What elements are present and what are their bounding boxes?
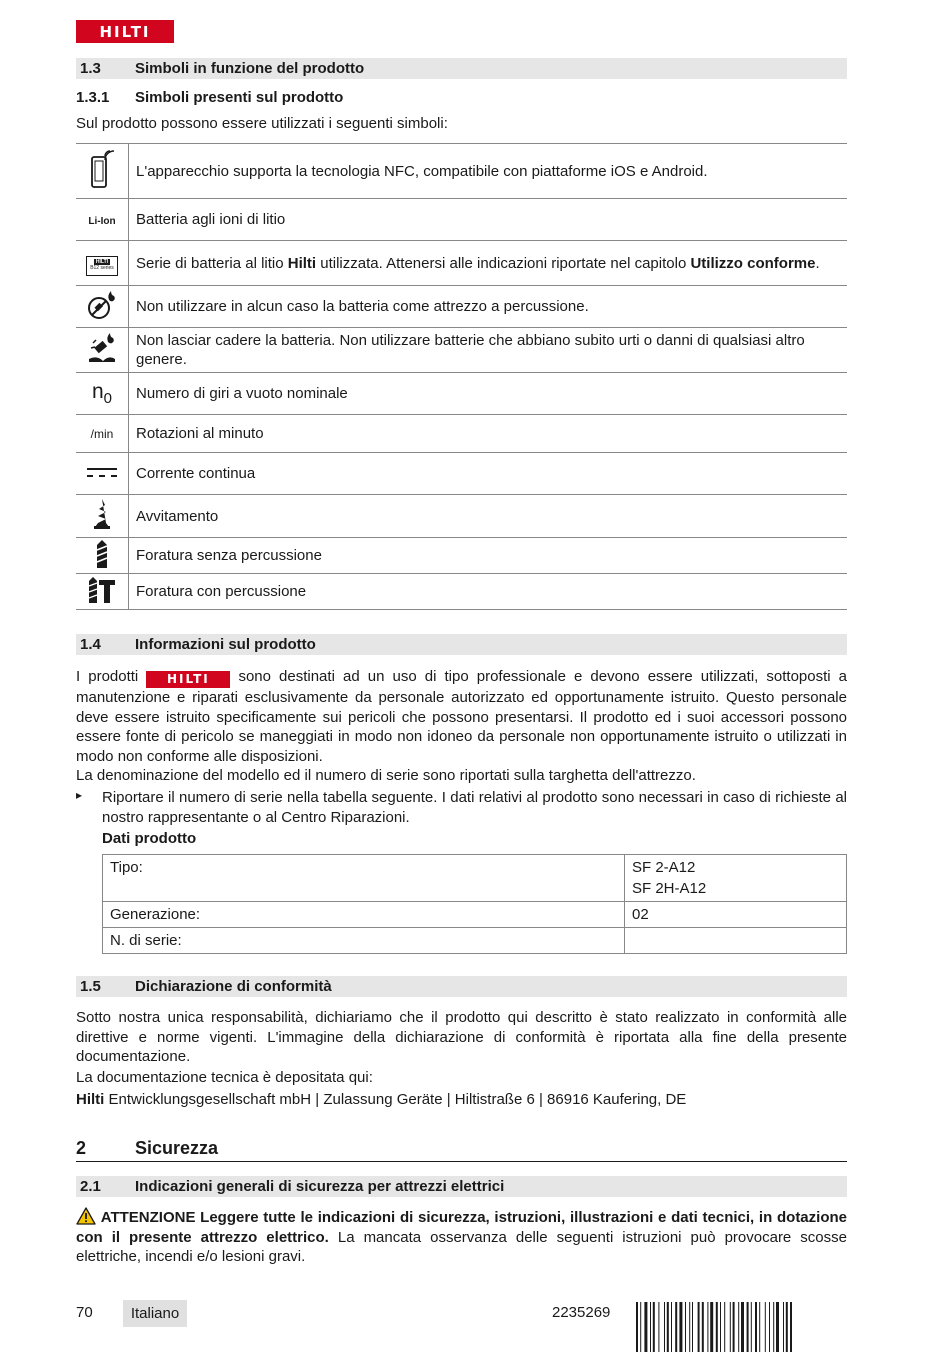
product-info-paragraph [76,667,847,766]
nfc-phone-icon [87,147,117,191]
hilti-battery-series-icon [86,256,118,276]
hilti-logo-inline: HILTI [146,671,230,688]
table-label: Generazione: [103,902,625,928]
chapter-number: 2 [76,1138,87,1158]
type-value: SF 2-A12 [632,859,696,876]
symbol-row [76,538,847,574]
section-heading-1-5 [76,976,847,997]
warning-bold-text: Leggere tutte le indicazioni di sicurezza, istruzioni, illustrazioni e dati tecnici, in dotazione con il presente attrezzo elettrico. [76,1209,847,1246]
symbol-row [76,574,847,610]
symbol-row [76,328,847,373]
section-title: Dichiarazione di conformità [135,978,332,995]
model-info-paragraph: La denominazione del modello ed il numero di serie sono riportati sulla targhetta dell'attrezzo. [76,767,696,784]
barcode-icon [636,1302,846,1352]
text-part: Entwicklungsgesellschaft mbH | Zulassung Geräte | Hiltistraße 6 | 86916 Kaufering, DE [104,1091,687,1108]
symbol-row [76,373,847,415]
symbol-text: Non utilizzare in alcun caso la batteria come attrezzo a percussione. [129,286,848,328]
section-heading-1-4 [76,634,847,655]
symbol-text: Rotazioni al minuto [129,415,848,453]
subsection-heading-1-3-1 [76,89,847,109]
symbol-row [76,495,847,538]
subsection-title: Simboli presenti sul prodotto [135,89,344,106]
symbol-text: Foratura con percussione [129,574,848,610]
battery-series-label: B12 series [90,265,114,272]
conformity-paragraph: Sotto nostra unica responsabilità, dichiariamo che il prodotto qui descritto è stato realizzato in conformità alle direttive e norme vigenti. L'immagine della dichiarazione di conformità è riportata alla fine della presente documentazione. [76,1009,847,1065]
subsection-number: 1.3.1 [76,89,110,106]
section-title: Simboli in funzione del prodotto [135,60,365,77]
text-part: Serie di batteria al litio [136,254,288,272]
per-minute-icon: /min [90,427,114,441]
table-label: N. di serie: [103,928,625,954]
symbol-row [76,286,847,328]
page-number: 70 [76,1304,93,1321]
text-bold: Utilizzo conforme [690,254,816,272]
bullet-instruction: Riportare il numero di serie nella tabella seguente. I dati relativi al prodotto sono necessari in caso di richieste al nostro rappresentante o al Centro Riparazioni. [102,789,847,826]
hammer-drilling-icon [87,576,117,604]
table-row [103,855,847,902]
product-data-table [102,854,847,954]
chapter-title: Sicurezza [135,1138,219,1158]
section-number: 1.3 [80,60,101,77]
table-row [103,902,847,928]
section-number: 1.4 [80,636,101,653]
battery-series-logo: HILTI [95,259,109,266]
symbol-text [129,241,848,286]
symbol-text: Corrente continua [129,453,848,495]
text-bold: Hilti [76,1091,105,1108]
symbol-text: Numero di giri a vuoto nominale [129,373,848,415]
text-part: I prodotti [76,668,139,685]
speed-symbol: n [91,379,104,403]
section-heading-2-1 [76,1176,847,1197]
language-badge: Italiano [123,1300,187,1327]
warning-label: ATTENZIONE [100,1209,196,1226]
symbol-text: Foratura senza percussione [129,538,848,574]
type-value: SF 2H-A12 [632,880,707,897]
product-data-title: Dati prodotto [102,830,197,847]
hilti-logo: HILTI [76,20,174,43]
section-number: 1.5 [80,978,101,995]
drilling-icon [94,539,110,569]
section-heading-1-3 [76,58,847,79]
direct-current-icon [85,465,119,479]
symbol-row [76,415,847,453]
text-bold: Hilti [287,254,317,272]
symbol-text: Avvitamento [129,495,848,538]
doc-number: 2235269 [552,1304,611,1321]
technical-doc-paragraph: La documentazione tecnica è depositata qui: [76,1069,373,1086]
symbols-table [76,143,847,610]
bullet-arrow-icon: ▸ [76,788,83,802]
symbols-intro: Sul prodotto possono essere utilizzati i seguenti simboli: [76,115,448,132]
symbol-row [76,241,847,286]
warning-paragraph [76,1207,847,1267]
text-part: . [815,254,820,272]
section-title: Informazioni sul prodotto [135,636,316,653]
symbol-text: Batteria agli ioni di litio [129,199,848,241]
symbol-row [76,453,847,495]
no-hammer-battery-icon [85,288,119,322]
table-value: 02 [625,902,847,928]
warning-text: La mancata osservanza delle seguenti istruzioni può provocare scosse elettriche, incendi e/o lesioni gravi. [76,1228,847,1265]
symbol-text: Non lasciar cadere la batteria. Non utilizzare batterie che abbiano subito urti o danni di qualsiasi altro genere. [129,328,848,373]
speed-subscript: 0 [103,390,113,408]
li-ion-icon: Li-Ion [88,216,116,227]
section-number: 2.1 [80,1178,101,1195]
warning-triangle-icon [76,1207,96,1225]
no-load-speed-icon [91,379,113,408]
screwdriving-icon [92,497,112,531]
table-label: Tipo: [103,855,625,902]
text-part: sono destinati ad un uso di tipo professionale e devono essere utilizzati, sottoposti a manutenzione e riparati esclusivamente da personale autorizzato ed opportunamente istruito. Questo personale deve essere istruito specificamente sui pericoli che possono presentarsi. Il prodotto ed i suoi accessori possono essere fonte di pericolo se maneggiati in modo non idoneo da personale non opportunamente istruito o utilizzati in modo non conforme alle disposizioni. [76,668,848,765]
section-title: Indicazioni generali di sicurezza per attrezzi elettrici [135,1178,505,1195]
symbol-row [76,144,847,199]
text-part: utilizzata. Attenersi alle indicazioni riportate nel capitolo [316,254,691,272]
symbol-text: L'apparecchio supporta la tecnologia NFC, compatibile con piattaforme iOS e Android. [129,144,848,199]
address-paragraph [76,1090,847,1110]
symbol-row [76,199,847,241]
table-value [625,855,847,902]
serial-number-field [625,928,847,954]
table-row [103,928,847,954]
no-drop-battery-icon [85,331,119,365]
chapter-heading-2 [76,1136,847,1162]
